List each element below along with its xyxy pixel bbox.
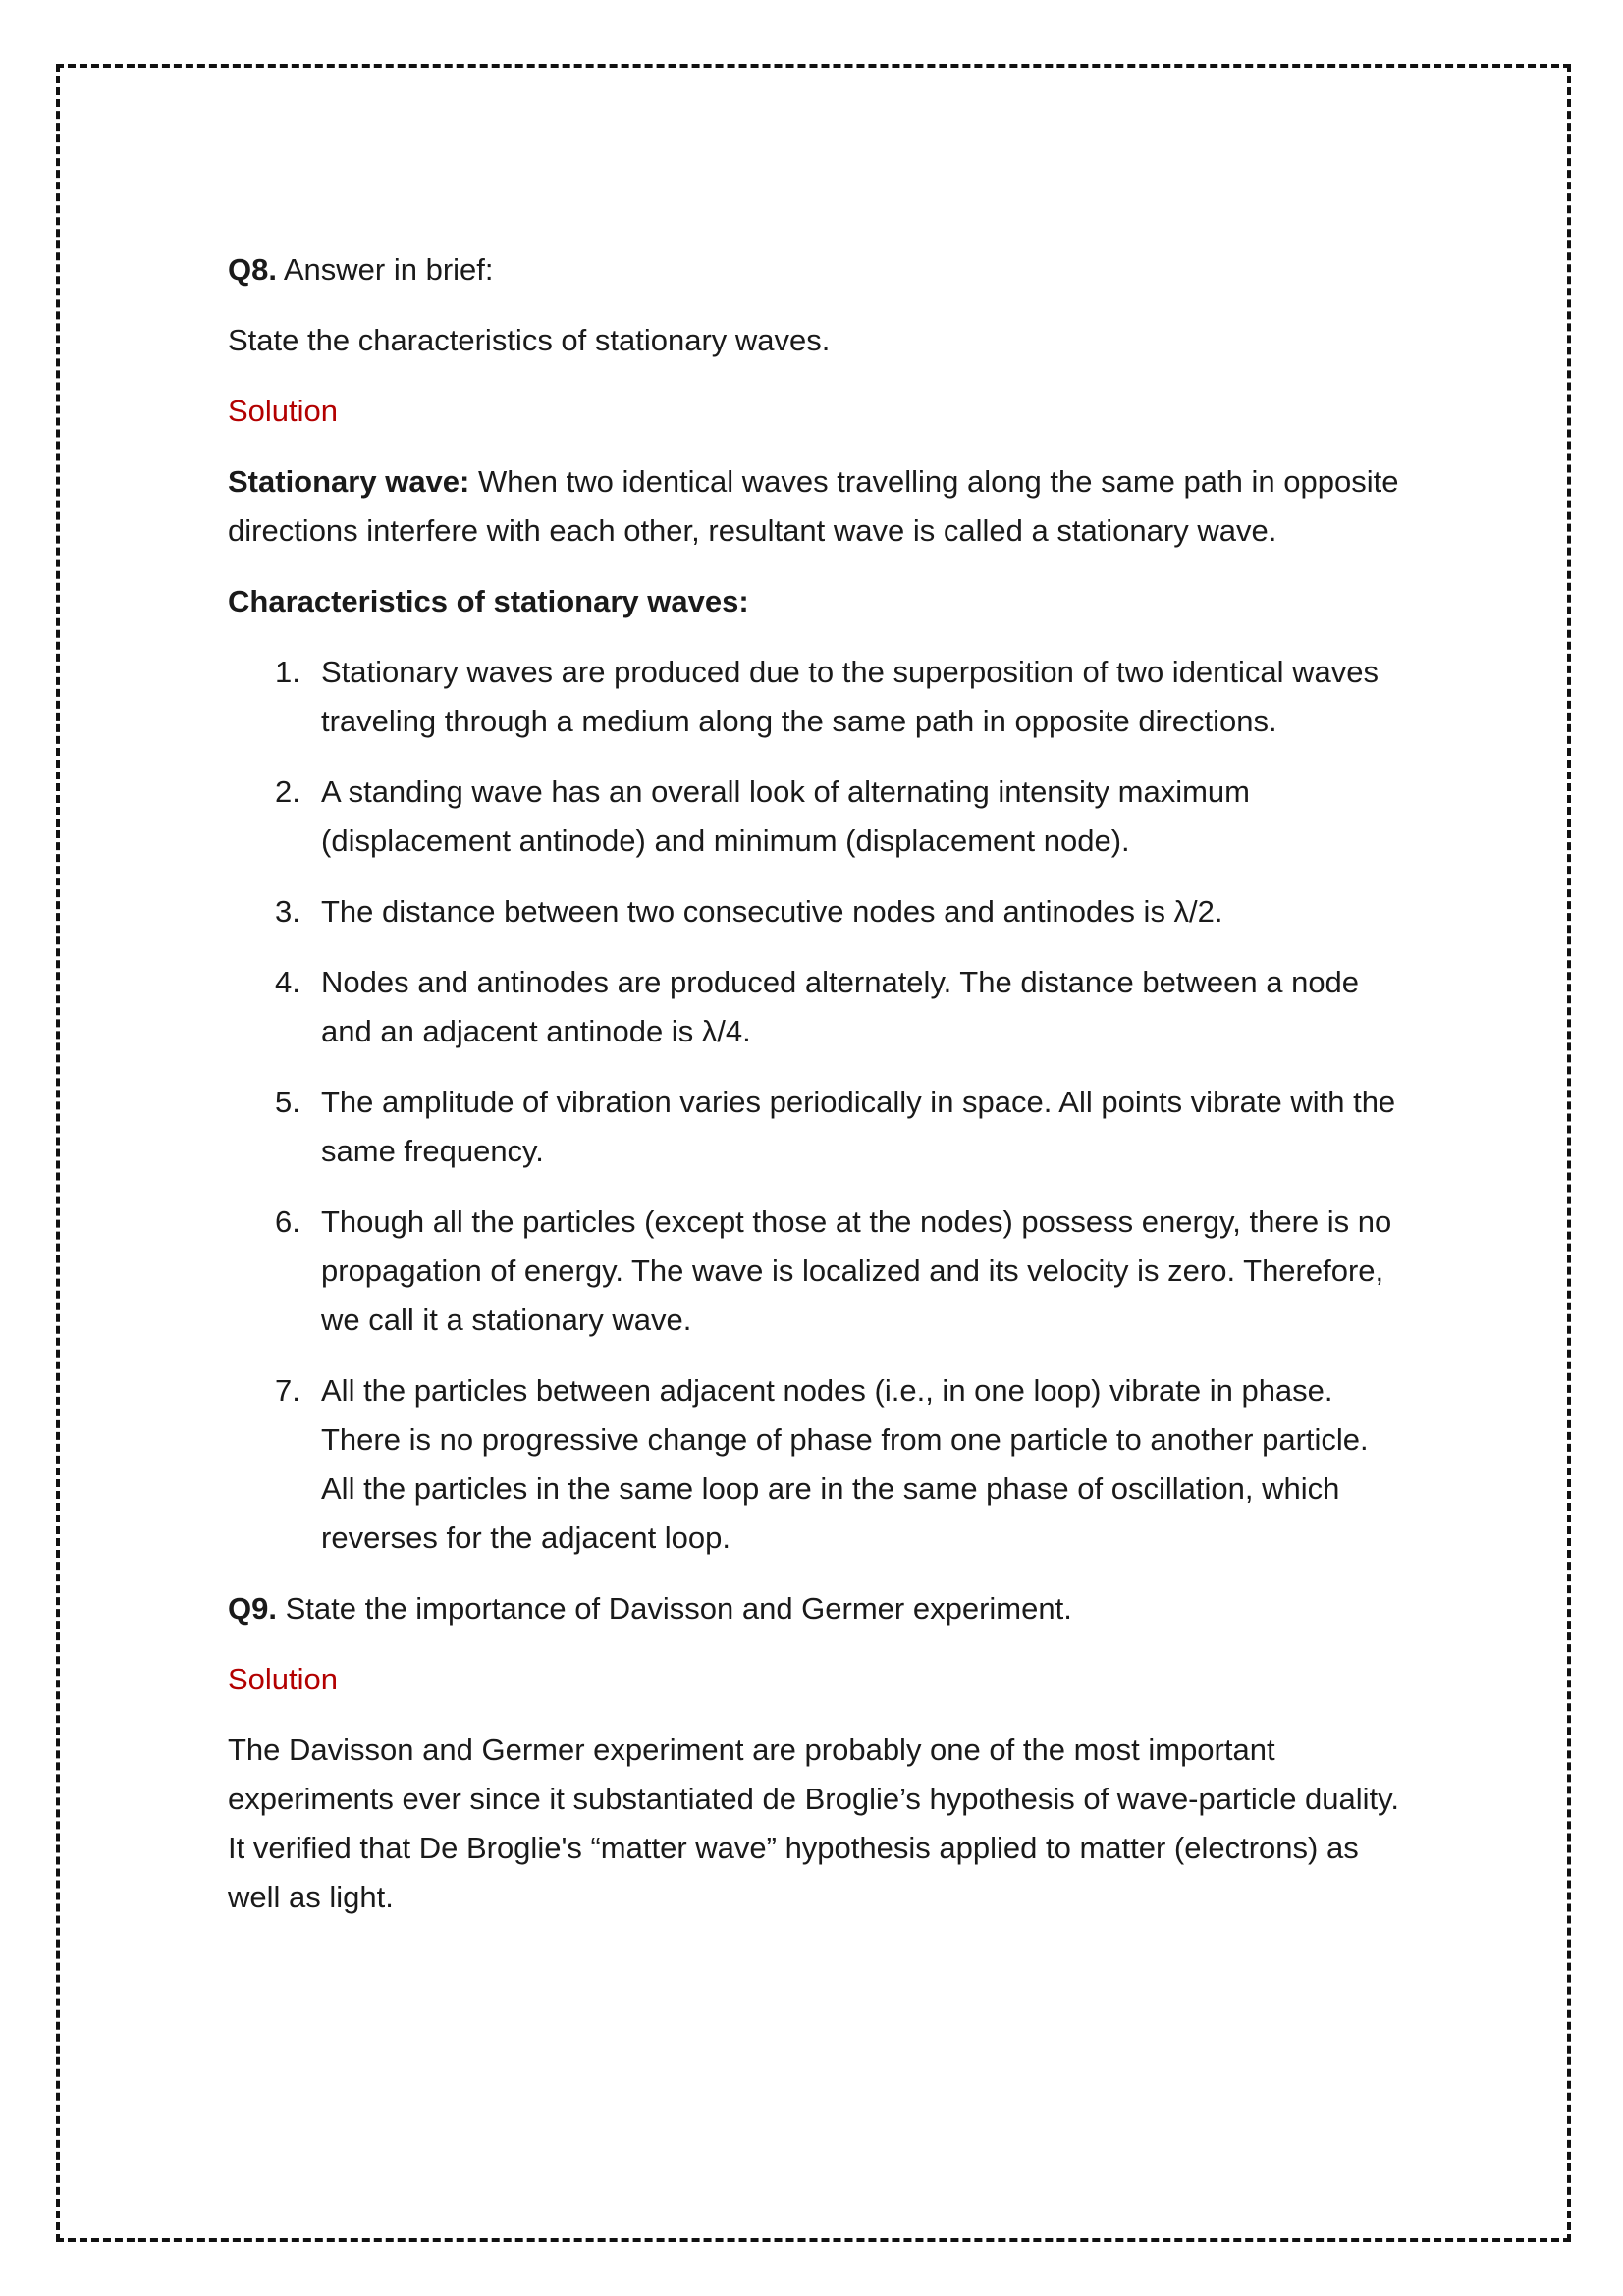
- list-item-text: All the particles between adjacent nodes (i.e., in one loop) vibrate in phase. There is no progressive change of phase from one particle to another particle. All the particles in the same loop are in the same phase of oscillation, which reverses for the adjacent loop.: [321, 1373, 1369, 1555]
- q9-header: [228, 1584, 1406, 1633]
- list-item-text: A standing wave has an overall look of alternating intensity maximum (displacement antinode) and minimum (displacement node).: [321, 774, 1250, 858]
- list-item: [228, 1078, 1406, 1176]
- list-item-text: Though all the particles (except those at the nodes) possess energy, there is no propagation of energy. The wave is localized and its velocity is zero. Therefore, we call it a stationary wave.: [321, 1204, 1392, 1337]
- document-content: [228, 245, 1406, 1944]
- definition-term: Stationary wave:: [228, 464, 470, 499]
- definition-text: When two identical waves travelling along the same path in opposite directions interfere with each other, resultant wave is called a stationary wave.: [228, 464, 1399, 548]
- q8-prompt: Answer in brief:: [283, 252, 494, 287]
- characteristics-list: [228, 648, 1406, 1563]
- list-item-number: 7.: [275, 1373, 300, 1408]
- list-item-text: Nodes and antinodes are produced alternately. The distance between a node and an adjacent antinode is λ/4.: [321, 965, 1360, 1048]
- list-item: [228, 1366, 1406, 1563]
- list-item-number: 4.: [275, 965, 300, 999]
- list-item-number: 3.: [275, 894, 300, 929]
- list-item-text: The distance between two consecutive nodes and antinodes is λ/2.: [321, 894, 1223, 929]
- list-item-number: 5.: [275, 1085, 300, 1119]
- q9-answer: The Davisson and Germer experiment are probably one of the most important experiments ever since it substantiated de Broglie’s hypothesis of wave-particle duality. It verified that De Broglie's “matter wave” hypothesis applied to matter (electrons) as well as light.: [228, 1733, 1399, 1914]
- list-item-text: Stationary waves are produced due to the superposition of two identical waves traveling through a medium along the same path in opposite directions.: [321, 655, 1380, 738]
- list-item: [228, 958, 1406, 1056]
- q9-solution-heading: Solution: [228, 1662, 339, 1696]
- stationary-wave-definition: [228, 457, 1406, 556]
- q8-label: Q8.: [228, 252, 277, 287]
- q8-solution-heading: Solution: [228, 394, 339, 428]
- list-item: [228, 1198, 1406, 1345]
- q8-header: [228, 245, 1406, 294]
- q8-question: State the characteristics of stationary waves.: [228, 323, 831, 357]
- characteristics-heading: Characteristics of stationary waves:: [228, 584, 749, 618]
- list-item: [228, 768, 1406, 866]
- q9-question: State the importance of Davisson and Germer experiment.: [285, 1591, 1072, 1626]
- list-item: [228, 648, 1406, 746]
- q9-label: Q9.: [228, 1591, 277, 1626]
- list-item-number: 2.: [275, 774, 300, 809]
- list-item-number: 1.: [275, 655, 300, 689]
- list-item-text: The amplitude of vibration varies periodically in space. All points vibrate with the same frequency.: [321, 1085, 1396, 1168]
- list-item: [228, 887, 1406, 936]
- list-item-number: 6.: [275, 1204, 300, 1239]
